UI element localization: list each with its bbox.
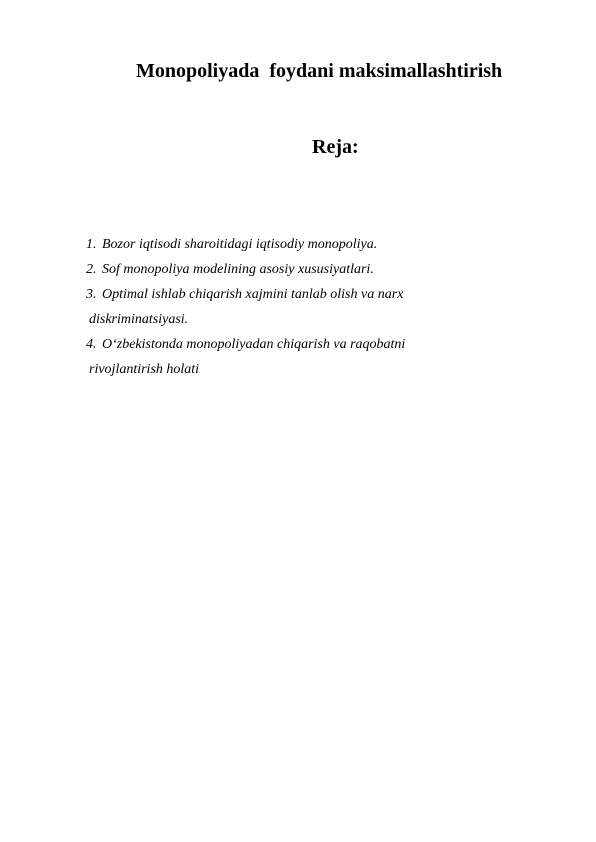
plan-item-2 (86, 257, 506, 282)
plan-item-number: 3. (86, 287, 97, 302)
plan-item-1 (86, 232, 506, 257)
plan-item-text: Bozor iqtisodi sharoitidagi iqtisodiy monopoliya. (102, 237, 378, 252)
plan-item-text: Sof monopoliya modelining asosiy xususiyatlari. (102, 262, 374, 277)
plan-item-text: O‘zbekistonda monopoliyadan chiqarish va raqobatni (102, 337, 406, 352)
plan-item-line (86, 257, 506, 282)
plan-item-line (86, 332, 506, 357)
plan-item-continuation: diskriminatsiyasi. (89, 312, 189, 327)
plan-item-number: 4. (86, 337, 97, 352)
plan-heading: Reja: (312, 136, 359, 158)
plan-item-number: 2. (86, 262, 97, 277)
plan-item-4 (86, 332, 506, 382)
plan-item-number: 1. (86, 237, 97, 252)
plan-item-line (86, 232, 506, 257)
plan-item-continuation: rivojlantirish holati (89, 362, 200, 377)
plan-item-text: Optimal ishlab chiqarish xajmini tanlab olish va narx (102, 287, 404, 302)
plan-item-3 (86, 282, 506, 332)
plan-list (86, 232, 506, 382)
document-title: Monopoliyada foydani maksimallashtirish (136, 60, 503, 82)
plan-item-line (86, 282, 506, 307)
